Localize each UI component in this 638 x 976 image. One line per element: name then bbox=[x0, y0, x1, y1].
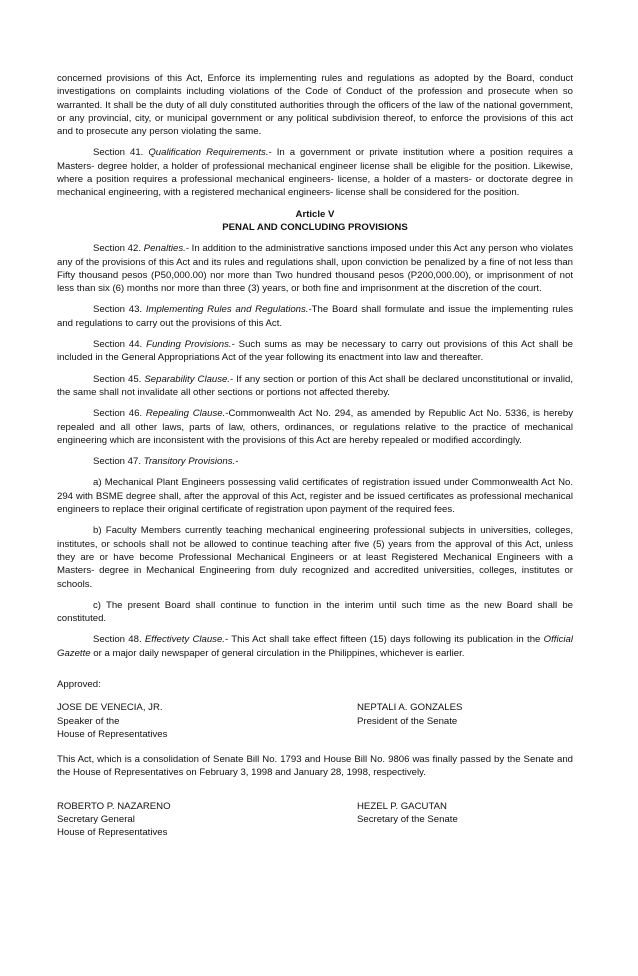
signature-row-2 bbox=[57, 800, 573, 840]
section-48 bbox=[57, 633, 573, 660]
section-47-item-b: b) Faculty Members currently teaching mechanical engineering professional subjects in universities, colleges, institutes, or schools shall not be allowed to continue teaching after five (5) years from the approval of this Act, unless they are or have become Professional Mechanical Engineers or at least Registered Mechanical Engineers with a Masters- degree in Mechanical Engineering from duly recognized and accredited universities, colleges, institutes or schools. bbox=[57, 525, 573, 590]
article-title: PENAL AND CONCLUDING PROVISIONS bbox=[222, 221, 408, 233]
section-44-label: Section 44. bbox=[93, 339, 147, 351]
section-41 bbox=[57, 146, 573, 199]
section-45-body: - If any section or portion of this Act shall be declared unconstitutional or invalid, the same shall not invalidate all other sections or portions not affected thereby. bbox=[57, 373, 573, 398]
paragraph-continuation: concerned provisions of this Act, Enforce its implementing rules and regulations as adopted by the Board, conduct investigations on complaints including violations of the Code of Conduct of the profession and prosecute when so warranted. It shall be the duty of all duly constituted authorities through the officers of the law of the national government, or any provincial, city, or municipal government or any political subdivision thereof, to enforce the provisions of this act and to prosecute any person violating the same. bbox=[57, 73, 573, 138]
speaker-house: House of Representatives bbox=[57, 728, 168, 740]
section-45-label: Section 45. bbox=[93, 373, 145, 385]
president-name: NEPTALI A. GONZALES bbox=[357, 702, 463, 714]
signatory-speaker bbox=[57, 701, 357, 741]
section-42-body: - In addition to the administrative sanctions imposed under this Act any person who violates any of the provisions of this Act and its rules and regulations shall, upon conviction be penalized by a fine of not less than Fifty thousand pesos (P50,000.00) nor more than Two hundred thousand pesos (P200,000.00), or imprisonment of not less than six (6) months nor more than three (3) years, or both fine and imprisonment at the discretion of the court. bbox=[57, 243, 573, 295]
section-47-item-a: a) Mechanical Plant Engineers possessing valid certificates of registration issued under Commonwealth Act No. 294 with BSME degree shall, after the approval of this Act, register and be issued certificates as professional mechanical engineers to replace their original certificate of registration upon payment of the required fees. bbox=[57, 477, 573, 516]
section-41-label: Section 41. bbox=[93, 147, 149, 159]
secgen-title: Secretary General bbox=[57, 814, 135, 826]
section-44 bbox=[57, 338, 573, 365]
section-42 bbox=[57, 242, 573, 295]
section-47-title: Transitory Provisions. bbox=[143, 456, 236, 468]
approved-label: Approved: bbox=[57, 678, 101, 690]
section-43-body: -The Board shall formulate and issue the implementing rules and regulations to carry out the provisions of this Act. bbox=[57, 304, 573, 329]
section-48-body: - This Act shall take effect fifteen (15) days following its publication in the bbox=[224, 634, 544, 646]
section-46-body: -Commonwealth Act No. 294, as amended by Republic Act No. 5336, is hereby repealed and all other laws, parts of law, others, ordinances, or regulations relative to the practice of mechanical engineering which are inconsistent with the provisions of this Act are hereby repealed or modified accordingly. bbox=[57, 408, 573, 446]
document-page bbox=[57, 72, 573, 852]
section-42-label: Section 42. bbox=[93, 243, 144, 255]
section-41-body: - In a government or private institution where a position requires a Masters- degree holder, a holder of professional mechanical engineer license shall be eligible for the position. Likewise, where a position requires a professional mechanical engineers- license, a holder of a masters- or doctorate degree in mechanical engineering, with a registered mechanical engineers- license shall be considered for the position. bbox=[57, 147, 573, 199]
section-47-body: - bbox=[235, 456, 239, 468]
signatory-secretary-general bbox=[57, 800, 357, 840]
section-44-title: Funding Provisions. bbox=[146, 339, 232, 351]
section-46 bbox=[57, 407, 573, 447]
section-43 bbox=[57, 303, 573, 330]
secsenate-name: HEZEL P. GACUTAN bbox=[357, 800, 447, 812]
signatory-senate-president bbox=[357, 701, 573, 741]
section-47 bbox=[57, 455, 573, 468]
article-heading bbox=[57, 208, 573, 235]
section-43-title: Implementing Rules and Regulations. bbox=[145, 304, 309, 316]
section-43-label: Section 43. bbox=[93, 304, 146, 316]
secsenate-title: Secretary of the Senate bbox=[357, 814, 458, 826]
section-48-label: Section 48. bbox=[93, 634, 145, 646]
section-46-title: Repealing Clause. bbox=[145, 408, 226, 420]
section-42-title: Penalties. bbox=[143, 243, 186, 255]
section-48-tail: or a major daily newspaper of general circulation in the Philippines, whichever is earlier. bbox=[90, 647, 465, 659]
secgen-name: ROBERTO P. NAZARENO bbox=[57, 800, 171, 812]
signature-row-1 bbox=[57, 701, 573, 741]
section-47-item-c: c) The present Board shall continue to function in the interim until such time as the new Board shall be constituted. bbox=[57, 599, 573, 625]
speaker-title: Speaker of the bbox=[57, 715, 120, 727]
president-title: President of the Senate bbox=[357, 715, 458, 727]
consolidation-note: This Act, which is a consolidation of Senate Bill No. 1793 and House Bill No. 9806 was finally passed by the Senate and the House of Representatives on February 3, 1998 and January 28, 1998, respectively. bbox=[57, 754, 573, 779]
article-number: Article V bbox=[295, 208, 335, 220]
signatory-senate-secretary bbox=[357, 800, 573, 840]
section-44-body: - Such sums as may be necessary to carry out provisions of this Act shall be included in the General Appropriations Act of the year following its enactment into law and thereafter. bbox=[57, 339, 573, 364]
section-46-label: Section 46. bbox=[93, 408, 146, 420]
official-gazette: Official Gazette bbox=[57, 634, 573, 659]
section-45 bbox=[57, 373, 573, 400]
section-48-title: Effectivety Clause. bbox=[144, 634, 225, 646]
speaker-name: JOSE DE VENECIA, JR. bbox=[57, 702, 163, 714]
section-47-label: Section 47. bbox=[93, 456, 144, 468]
section-45-title: Separability Clause. bbox=[144, 373, 231, 385]
secgen-house: House of Representatives bbox=[57, 827, 168, 839]
section-41-title: Qualification Requirements. bbox=[148, 147, 269, 159]
